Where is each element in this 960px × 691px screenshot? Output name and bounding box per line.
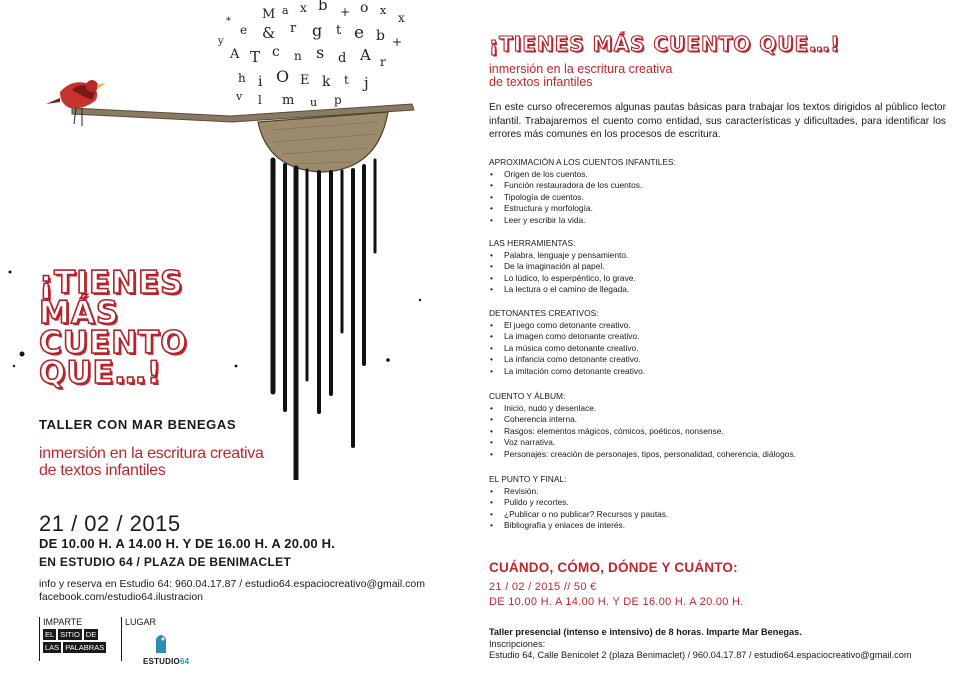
list-item: • Rasgos: elementos mágicos, cómicos, poéticos, nonsense.	[489, 426, 796, 438]
section-heading: DETONANTES CREATIVOS:	[489, 308, 599, 318]
svg-text:r: r	[290, 21, 297, 36]
svg-text:o: o	[360, 0, 369, 16]
svg-text:x: x	[300, 1, 307, 15]
immersion-tagline-right	[489, 63, 672, 89]
svg-text:b: b	[318, 0, 328, 14]
event-times: DE 10.00 H. A 14.00 H. Y DE 16.00 H. A 20.00 H.	[39, 536, 336, 551]
list-item: • Leer y escribir la vida.	[489, 215, 676, 227]
list-item: • Lo lúdico, lo esperpéntico, lo grave.	[489, 273, 636, 285]
svg-text:p: p	[334, 93, 342, 107]
syllabus-section	[489, 238, 636, 296]
right-title: ¡TIENES MÁS CUENTO QUE…!	[489, 32, 841, 56]
svg-text:E: E	[300, 73, 310, 88]
svg-text:u: u	[310, 96, 318, 109]
svg-text:x: x	[380, 4, 387, 17]
list-item: • Pulido y recortes.	[489, 497, 668, 509]
svg-text:x: x	[398, 11, 405, 25]
facebook-line: facebook.com/estudio64.ilustracion	[39, 591, 204, 603]
event-date: 21 / 02 / 2015	[39, 511, 181, 536]
svg-text:b: b	[376, 28, 385, 44]
tagline-line: inmersión en la escritura creativa	[489, 62, 673, 76]
estudio64-mascot-icon	[153, 631, 169, 653]
list-item: • De la imaginación al papel.	[489, 261, 636, 273]
tagline-line: de textos infantiles	[39, 462, 166, 479]
section-heading: LAS HERRAMIENTAS:	[489, 238, 576, 248]
svg-text:c: c	[272, 44, 280, 60]
tagline-line: inmersión en la escritura creativa	[39, 445, 264, 462]
svg-text:t: t	[336, 23, 342, 38]
svg-text:l: l	[258, 93, 262, 107]
svg-text:+: +	[340, 5, 351, 19]
logos-block	[39, 617, 239, 677]
svg-text:O: O	[276, 67, 290, 86]
svg-text:n: n	[294, 49, 302, 63]
list-item: • Origen de los cuentos.	[489, 169, 676, 181]
logo-word: DE	[85, 630, 97, 639]
intro-paragraph: En este curso ofreceremos algunas pautas básicas para trabajar los textos dirigidos al público lector infantil. Trabajaremos el cuento como entidad, sus características y dificultades, para identificar los errores más comunes en los procesos de escritura.	[489, 102, 946, 140]
list-item: • Voz narrativa.	[489, 437, 796, 449]
svg-text:r: r	[380, 55, 386, 69]
reservation-line: info y reserva en Estudio 64: 960.04.17.87 / estudio64.espaciocreativo@gmail.com	[39, 578, 425, 590]
list-item: • Revisión.	[489, 486, 668, 498]
logo-word: LAS	[45, 643, 60, 652]
list-item: • Estructura y morfología.	[489, 203, 676, 215]
syllabus-section	[489, 308, 645, 378]
list-item: • Palabra, lenguaje y pensamiento.	[489, 250, 636, 262]
event-place: EN ESTUDIO 64 / PLAZA DE BENIMACLET	[39, 555, 292, 569]
svg-text:T: T	[250, 48, 261, 66]
big-title-line: CUENTO	[39, 325, 188, 361]
list-item: • Bibliografía y enlaces de interés.	[489, 520, 668, 532]
list-item: • La infancia como detonante creativo.	[489, 354, 645, 366]
svg-text:y: y	[218, 36, 224, 47]
footer-info	[489, 627, 912, 662]
svg-text:*: *	[226, 16, 231, 27]
list-item: • La música como detonante creativo.	[489, 343, 645, 355]
divider	[121, 617, 122, 661]
immersion-tagline-left	[39, 445, 264, 479]
section-heading: APROXIMACIÓN A LOS CUENTOS INFANTILES:	[489, 157, 676, 167]
svg-text:k: k	[322, 74, 331, 90]
section-heading: EL PUNTO Y FINAL:	[489, 474, 567, 484]
sieve-bird-illustration	[0, 0, 480, 480]
list-item: • ¿Publicar o no publicar? Recursos y pautas.	[489, 509, 668, 521]
tagline-line: de textos infantiles	[489, 75, 593, 89]
svg-text:s: s	[316, 43, 325, 62]
syllabus-section	[489, 391, 796, 461]
big-title	[39, 265, 189, 391]
date-price-line: 21 / 02 / 2015 // 50 €	[489, 581, 597, 593]
list-item: • La imitación como detonante creativo.	[489, 366, 645, 378]
logo-text: ESTUDIO	[143, 657, 180, 666]
syllabus-section	[489, 474, 668, 532]
when-details	[489, 580, 744, 610]
section-heading: CUENTO Y ÁLBUM:	[489, 391, 566, 401]
svg-text:&: &	[262, 24, 276, 42]
contact-info	[39, 578, 425, 604]
svg-text:+: +	[392, 35, 403, 49]
lugar-label: LUGAR	[125, 617, 157, 627]
big-title-line: ¡TIENES	[39, 265, 184, 301]
svg-text:d: d	[338, 51, 347, 66]
svg-text:A: A	[230, 47, 240, 62]
list-item: • Inicio, nudo y desenlace.	[489, 403, 796, 415]
letters-cloud	[217, 0, 405, 109]
logo-word: SITIO	[60, 630, 80, 639]
svg-text:g: g	[312, 21, 323, 40]
el-sitio-de-las-palabras-logo	[43, 629, 119, 655]
list-item: • Coherencia interna.	[489, 414, 796, 426]
divider	[39, 617, 40, 661]
svg-text:j: j	[364, 74, 369, 92]
svg-text:a: a	[282, 4, 289, 17]
logo-word: PALABRAS	[65, 643, 105, 652]
list-item: • Función restauradora de los cuentos.	[489, 180, 676, 192]
big-title-line: QUE…!	[39, 355, 162, 391]
estudio64-logo	[143, 657, 189, 666]
list-item: • La imagen como detonante creativo.	[489, 331, 645, 343]
list-item: • El juego como detonante creativo.	[489, 320, 645, 332]
svg-text:e: e	[240, 23, 248, 37]
bird-drawing	[46, 80, 106, 126]
svg-text:e: e	[354, 23, 365, 43]
workshop-subtitle: TALLER CON MAR BENEGAS	[39, 417, 237, 432]
logo-number: 64	[179, 657, 190, 666]
big-title-line: MÁS	[39, 295, 120, 331]
ink-drips	[273, 160, 375, 480]
svg-text:h: h	[238, 71, 246, 85]
footer-contact: Estudio 64, Calle Benicolet 2 (plaza Benimaclet) / 960.04.17.87 / estudio64.espaciocreativo@gmail.com	[489, 650, 912, 660]
logo-word: EL	[45, 630, 55, 639]
hours-line: DE 10.00 H. A 14.00 H. Y DE 16.00 H. A 20.00 H.	[489, 596, 744, 608]
svg-text:v: v	[236, 90, 243, 103]
footer-summary: Taller presencial (intenso e intensivo) de 8 horas. Imparte Mar Benegas.	[489, 627, 802, 637]
svg-text:m: m	[282, 93, 295, 108]
svg-text:M: M	[262, 7, 276, 22]
svg-text:i: i	[258, 74, 263, 90]
list-item: • La lectura o el camino de llegada.	[489, 284, 636, 296]
syllabus-section	[489, 157, 676, 227]
footer-label: Inscripciones:	[489, 638, 546, 649]
when-heading: CUÁNDO, CÓMO, DÓNDE Y CUÁNTO:	[489, 560, 738, 575]
list-item: • Personajes: creación de personajes, tipos, personalidad, coherencia, diálogos.	[489, 449, 796, 461]
svg-text:A: A	[360, 46, 371, 64]
imparte-label: IMPARTE	[43, 617, 83, 627]
svg-text:t: t	[344, 73, 349, 87]
list-item: • Tipología de cuentos.	[489, 192, 676, 204]
